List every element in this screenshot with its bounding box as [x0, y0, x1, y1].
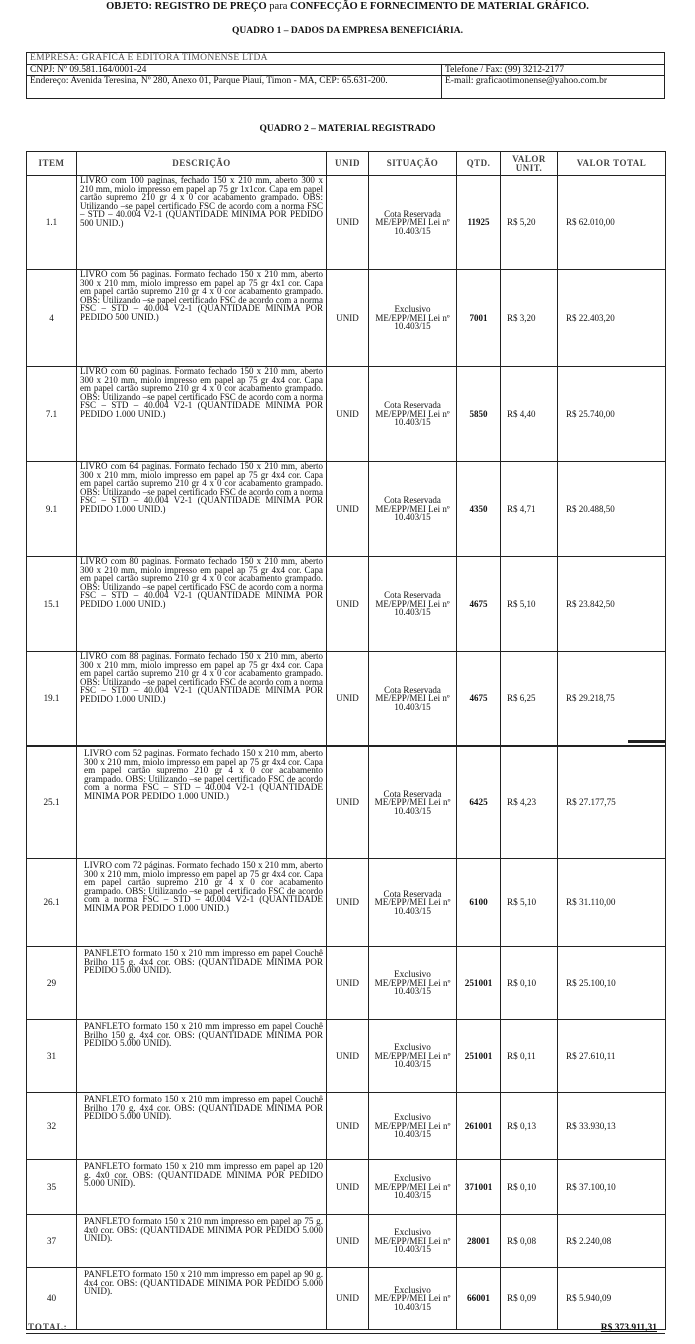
- table-row: [27, 1215, 666, 1268]
- quantity-cell: 371001: [457, 1160, 501, 1215]
- company-name: EMPRESA: GRAFICA E EDITORA TIMONENSE LTDA: [27, 53, 665, 65]
- situation-cell: Cota Reservada ME/EPP/MEI Lei nº 10.403/15: [369, 652, 457, 746]
- situation-cell: Exclusivo ME/EPP/MEI Lei nº 10.403/15: [369, 947, 457, 1020]
- table-row: [27, 176, 666, 270]
- item-cell: 9.1: [27, 462, 77, 557]
- situation-cell: Cota Reservada ME/EPP/MEI Lei nº 10.403/15: [369, 462, 457, 557]
- company-email: E-mail: graficaotimonense@yahoo.com.br: [442, 76, 665, 99]
- unit-type-cell: UNID: [327, 557, 369, 652]
- material-rows-part1: [27, 176, 666, 746]
- item-cell: 37: [27, 1215, 77, 1268]
- object-title-part2: para: [266, 1, 290, 12]
- item-cell: 15.1: [27, 557, 77, 652]
- situation-cell: Exclusivo ME/EPP/MEI Lei nº 10.403/15: [369, 270, 457, 367]
- table-row: [27, 462, 666, 557]
- header-situacao: SITUAÇÃO: [369, 152, 457, 176]
- table-row: [27, 747, 666, 859]
- table-row: [27, 1020, 666, 1093]
- description-cell: LIVRO com 72 páginas. Formato fechado 150 x 210 mm, aberto 300 x 210 mm, miolo impresso em papel ap 75 gr 4x4 cor. Capa em papel cartão supremo 210 gr 4 x 0 cor acabamento grampado. OBS: Utilizando –se papel certificado FSC de acordo com a norma FSC – STD – 40.004 V2-1 (QUANTIDADE MINIMA POR PEDIDO 1.000 UNID.): [77, 859, 327, 947]
- unit-type-cell: UNID: [327, 652, 369, 746]
- description-cell: LIVRO com 64 paginas. Formato fechado 150 x 210 mm, aberto 300 x 210 mm, miolo impresso em papel ap 75 gr 4x4 cor. Capa em papel cartão supremo 210 gr 4 x 0 cor acabamento grampado. OBS: Utilizando –se papel certificado FSC de acordo com a norma FSC – STD – 40.004 V2-1 (QUANTIDADE MINIMA POR PEDIDO 1.000 UNID.): [77, 462, 327, 557]
- description-cell: PANFLETO formato 150 x 210 mm impresso em papel ap 75 g. 4x0 cor. OBS: (QUANTIDADE MINIMA POR PEDIDO 5.000 UNID).: [77, 1215, 327, 1268]
- total-value-cell: R$ 5.940,09: [558, 1268, 666, 1330]
- unit-value-cell: R$ 0,10: [501, 1160, 558, 1215]
- unit-type-cell: UNID: [327, 1020, 369, 1093]
- header-qtd: QTD.: [457, 152, 501, 176]
- table-row: [27, 652, 666, 746]
- unit-type-cell: UNID: [327, 1160, 369, 1215]
- header-valor-unit: VALOR UNIT.: [501, 152, 558, 176]
- table-row: [27, 859, 666, 947]
- situation-cell: Cota Reservada ME/EPP/MEI Lei nº 10.403/15: [369, 557, 457, 652]
- item-cell: 26.1: [27, 859, 77, 947]
- unit-value-cell: R$ 0,08: [501, 1215, 558, 1268]
- description-cell: LIVRO com 80 paginas. Formato fechado 150 x 210 mm, aberto 300 x 210 mm, miolo impresso em papel ap 75 gr 4x4 cor. Capa em papel cartão supremo 210 gr 4 x 0 cor acabamento grampado. OBS: Utilizando –se papel certificado FSC de acordo com a norma FSC – STD – 40.004 V2-1 (QUANTIDADE MINIMA POR PEDIDO 1.000 UNID.): [77, 557, 327, 652]
- material-rows-part2: [27, 747, 666, 1330]
- company-cnpj: CNPJ: Nº 09.581.164/0001-24: [27, 65, 442, 76]
- unit-value-cell: R$ 0,11: [501, 1020, 558, 1093]
- total-value-cell: R$ 25.100,10: [558, 947, 666, 1020]
- quantity-cell: 7001: [457, 270, 501, 367]
- situation-cell: Cota Reservada ME/EPP/MEI Lei nº 10.403/15: [369, 176, 457, 270]
- total-value-cell: R$ 27.177,75: [558, 747, 666, 859]
- item-cell: 1.1: [27, 176, 77, 270]
- unit-type-cell: UNID: [327, 859, 369, 947]
- item-cell: 40: [27, 1268, 77, 1330]
- total-value-cell: R$ 20.488,50: [558, 462, 666, 557]
- item-cell: 32: [27, 1093, 77, 1160]
- description-cell: PANFLETO formato 150 x 210 mm impresso em papel ap 90 g. 4x4 cor. OBS: (QUANTIDADE MINIMA POR PEDIDO 5.000 UNID).: [77, 1268, 327, 1330]
- unit-value-cell: R$ 0,09: [501, 1268, 558, 1330]
- item-cell: 31: [27, 1020, 77, 1093]
- unit-type-cell: UNID: [327, 1093, 369, 1160]
- company-table: [26, 52, 665, 99]
- description-cell: LIVRO com 52 paginas. Formato fechado 150 x 210 mm, aberto 300 x 210 mm, miolo impresso em papel ap 75 gr 4x4 cor. Capa em papel cartão supremo 210 gr 4 x 0 cor acabamento grampado. OBS: Utilizando –se papel certificado FSC de acordo com a norma FSC – STD – 40.004 V2-1 (QUANTIDADE MINIMA POR PEDIDO 1.000 UNID.): [77, 747, 327, 859]
- header-valor-total: VALOR TOTAL: [558, 152, 666, 176]
- quantity-cell: 4675: [457, 557, 501, 652]
- unit-value-cell: R$ 4,23: [501, 747, 558, 859]
- total-value-cell: R$ 23.842,50: [558, 557, 666, 652]
- table-row: [27, 1160, 666, 1215]
- table-row: [27, 947, 666, 1020]
- unit-value-cell: R$ 0,13: [501, 1093, 558, 1160]
- unit-value-cell: R$ 0,10: [501, 947, 558, 1020]
- quantity-cell: 251001: [457, 947, 501, 1020]
- item-cell: 19.1: [27, 652, 77, 746]
- quantity-cell: 5850: [457, 367, 501, 462]
- situation-cell: Cota Reservada ME/EPP/MEI Lei nº 10.403/15: [369, 367, 457, 462]
- unit-type-cell: UNID: [327, 1268, 369, 1330]
- object-title-part3: CONFECÇÃO E FORNECIMENTO DE MATERIAL GRÁFICO.: [289, 1, 589, 12]
- quantity-cell: 261001: [457, 1093, 501, 1160]
- description-cell: LIVRO com 100 paginas, fechado 150 x 210 mm, aberto 300 x 210 mm, miolo impresso em papel ap 75 gr 1x1cor. Capa em papel cartão supremo 210 gr 4 x 0 cor acabamento grampado. OBS: Utilizando –se papel certificado FSC de acordo com a norma FSC – STD – 40.004 V2-1 (QUANTIDADE MINIMA POR PEDIDO 500 UNID.): [77, 176, 327, 270]
- total-value-cell: R$ 37.100,10: [558, 1160, 666, 1215]
- unit-value-cell: R$ 3,20: [501, 270, 558, 367]
- situation-cell: Exclusivo ME/EPP/MEI Lei nº 10.403/15: [369, 1020, 457, 1093]
- total-value-cell: R$ 31.110,00: [558, 859, 666, 947]
- table-row: [27, 367, 666, 462]
- situation-cell: Exclusivo ME/EPP/MEI Lei nº 10.403/15: [369, 1268, 457, 1330]
- total-row: [26, 1321, 665, 1334]
- situation-cell: Exclusivo ME/EPP/MEI Lei nº 10.403/15: [369, 1215, 457, 1268]
- quantity-cell: 28001: [457, 1215, 501, 1268]
- total-rule: [26, 1333, 665, 1334]
- quadro2-title: QUADRO 2 – MATERIAL REGISTRADO: [259, 124, 436, 134]
- quantity-cell: 11925: [457, 176, 501, 270]
- unit-type-cell: UNID: [327, 270, 369, 367]
- unit-value-cell: R$ 5,10: [501, 557, 558, 652]
- description-cell: PANFLETO formato 150 x 210 mm impresso em papel Couchê Brilho 115 g. 4x4 cor. OBS: (QUANTIDADE MINIMA POR PEDIDO 5.000 UNID).: [77, 947, 327, 1020]
- total-value-cell: R$ 33.930,13: [558, 1093, 666, 1160]
- total-value-cell: R$ 22.403,20: [558, 270, 666, 367]
- material-table-part1: [26, 151, 666, 746]
- unit-type-cell: UNID: [327, 947, 369, 1020]
- unit-value-cell: R$ 6,25: [501, 652, 558, 746]
- item-cell: 35: [27, 1160, 77, 1215]
- unit-value-cell: R$ 4,40: [501, 367, 558, 462]
- quantity-cell: 4675: [457, 652, 501, 746]
- quantity-cell: 4350: [457, 462, 501, 557]
- quadro1-title: QUADRO 1 – DADOS DA EMPRESA BENEFICIÁRIA.: [232, 26, 463, 36]
- material-table-part2: [26, 746, 666, 1330]
- table-row: [27, 1093, 666, 1160]
- header-unid: UNID: [327, 152, 369, 176]
- unit-value-cell: R$ 5,10: [501, 859, 558, 947]
- item-cell: 29: [27, 947, 77, 1020]
- quantity-cell: 6100: [457, 859, 501, 947]
- situation-cell: Cota Reservada ME/EPP/MEI Lei nº 10.403/15: [369, 747, 457, 859]
- description-cell: LIVRO com 56 paginas. Formato fechado 150 x 210 mm, aberto 300 x 210 mm, miolo impresso em papel ap 75 gr 4x1 cor. Capa em papel cartão supremo 210 gr 4 x 0 cor acabamento grampado. OBS: Utilizando –se papel certificado FSC de acordo com a norma FSC – STD – 40.004 V2-1 (QUANTIDADE MINIMA POR PEDIDO 500 UNID.): [77, 270, 327, 367]
- total-value-cell: R$ 25.740,00: [558, 367, 666, 462]
- company-phone: Telefone / Fax: (99) 3212-2177: [442, 65, 665, 76]
- description-cell: LIVRO com 88 paginas. Formato fechado 150 x 210 mm, aberto 300 x 210 mm, miolo impresso em papel ap 75 gr 4x4 cor. Capa em papel cartão supremo 210 gr 4 x 0 cor acabamento grampado. OBS: Utilizando –se papel certificado FSC de acordo com a norma FSC – STD – 40.004 V2-1 (QUANTIDADE MINIMA POR PEDIDO 1.000 UNID.): [77, 652, 327, 746]
- item-cell: 4: [27, 270, 77, 367]
- description-cell: PANFLETO formato 150 x 210 mm impresso em papel Couchê Brilho 170 g. 4x4 cor. OBS: (QUANTIDADE MINIMA POR PEDIDO 5.000 UNID).: [77, 1093, 327, 1160]
- situation-cell: Cota Reservada ME/EPP/MEI Lei nº 10.403/15: [369, 859, 457, 947]
- total-value-cell: R$ 29.218,75: [558, 652, 666, 746]
- page-break-rule: [628, 740, 665, 743]
- unit-type-cell: UNID: [327, 367, 369, 462]
- situation-cell: Exclusivo ME/EPP/MEI Lei nº 10.403/15: [369, 1093, 457, 1160]
- quantity-cell: 251001: [457, 1020, 501, 1093]
- description-cell: LIVRO com 60 paginas. Formato fechado 150 x 210 mm, aberto 300 x 210 mm, miolo impresso em papel ap 75 gr 4x4 cor. Capa em papel cartão supremo 210 gr 4 x 0 cor acabamento grampado. OBS: Utilizando –se papel certificado FSC de acordo com a norma FSC – STD – 40.004 V2-1 (QUANTIDADE MINIMA POR PEDIDO 1.000 UNID.): [77, 367, 327, 462]
- quantity-cell: 6425: [457, 747, 501, 859]
- description-cell: PANFLETO formato 150 x 210 mm impresso em papel ap 120 g. 4x0 cor. OBS: (QUANTIDADE MINIMA POR PEDIDO 5.000 UNID).: [77, 1160, 327, 1215]
- total-value-cell: R$ 62.010,00: [558, 176, 666, 270]
- unit-type-cell: UNID: [327, 462, 369, 557]
- unit-value-cell: R$ 4,71: [501, 462, 558, 557]
- description-cell: PANFLETO formato 150 x 210 mm impresso em papel Couchê Brilho 150 g. 4x4 cor. OBS: (QUANTIDADE MINIMA POR PEDIDO 5.000 UNID).: [77, 1020, 327, 1093]
- total-label: TOTAL:: [28, 1322, 68, 1332]
- company-address: Endereço: Avenida Teresina, Nº 280, Anexo 01, Parque Piauí, Timon - MA, CEP: 65.631-200.: [27, 76, 442, 99]
- unit-value-cell: R$ 5,20: [501, 176, 558, 270]
- object-title-part1: OBJETO: REGISTRO DE PREÇO: [106, 1, 267, 12]
- unit-type-cell: UNID: [327, 1215, 369, 1268]
- header-descricao: DESCRIÇÃO: [77, 152, 327, 176]
- total-value-cell: R$ 2.240,08: [558, 1215, 666, 1268]
- object-title: [0, 1, 695, 12]
- quantity-cell: 66001: [457, 1268, 501, 1330]
- table-row: [27, 557, 666, 652]
- total-value: R$ 373.911,31: [600, 1323, 657, 1333]
- header-item: ITEM: [27, 152, 77, 176]
- item-cell: 25.1: [27, 747, 77, 859]
- item-cell: 7.1: [27, 367, 77, 462]
- table-row: [27, 270, 666, 367]
- unit-type-cell: UNID: [327, 747, 369, 859]
- unit-type-cell: UNID: [327, 176, 369, 270]
- situation-cell: Exclusivo ME/EPP/MEI Lei nº 10.403/15: [369, 1160, 457, 1215]
- total-value-cell: R$ 27.610,11: [558, 1020, 666, 1093]
